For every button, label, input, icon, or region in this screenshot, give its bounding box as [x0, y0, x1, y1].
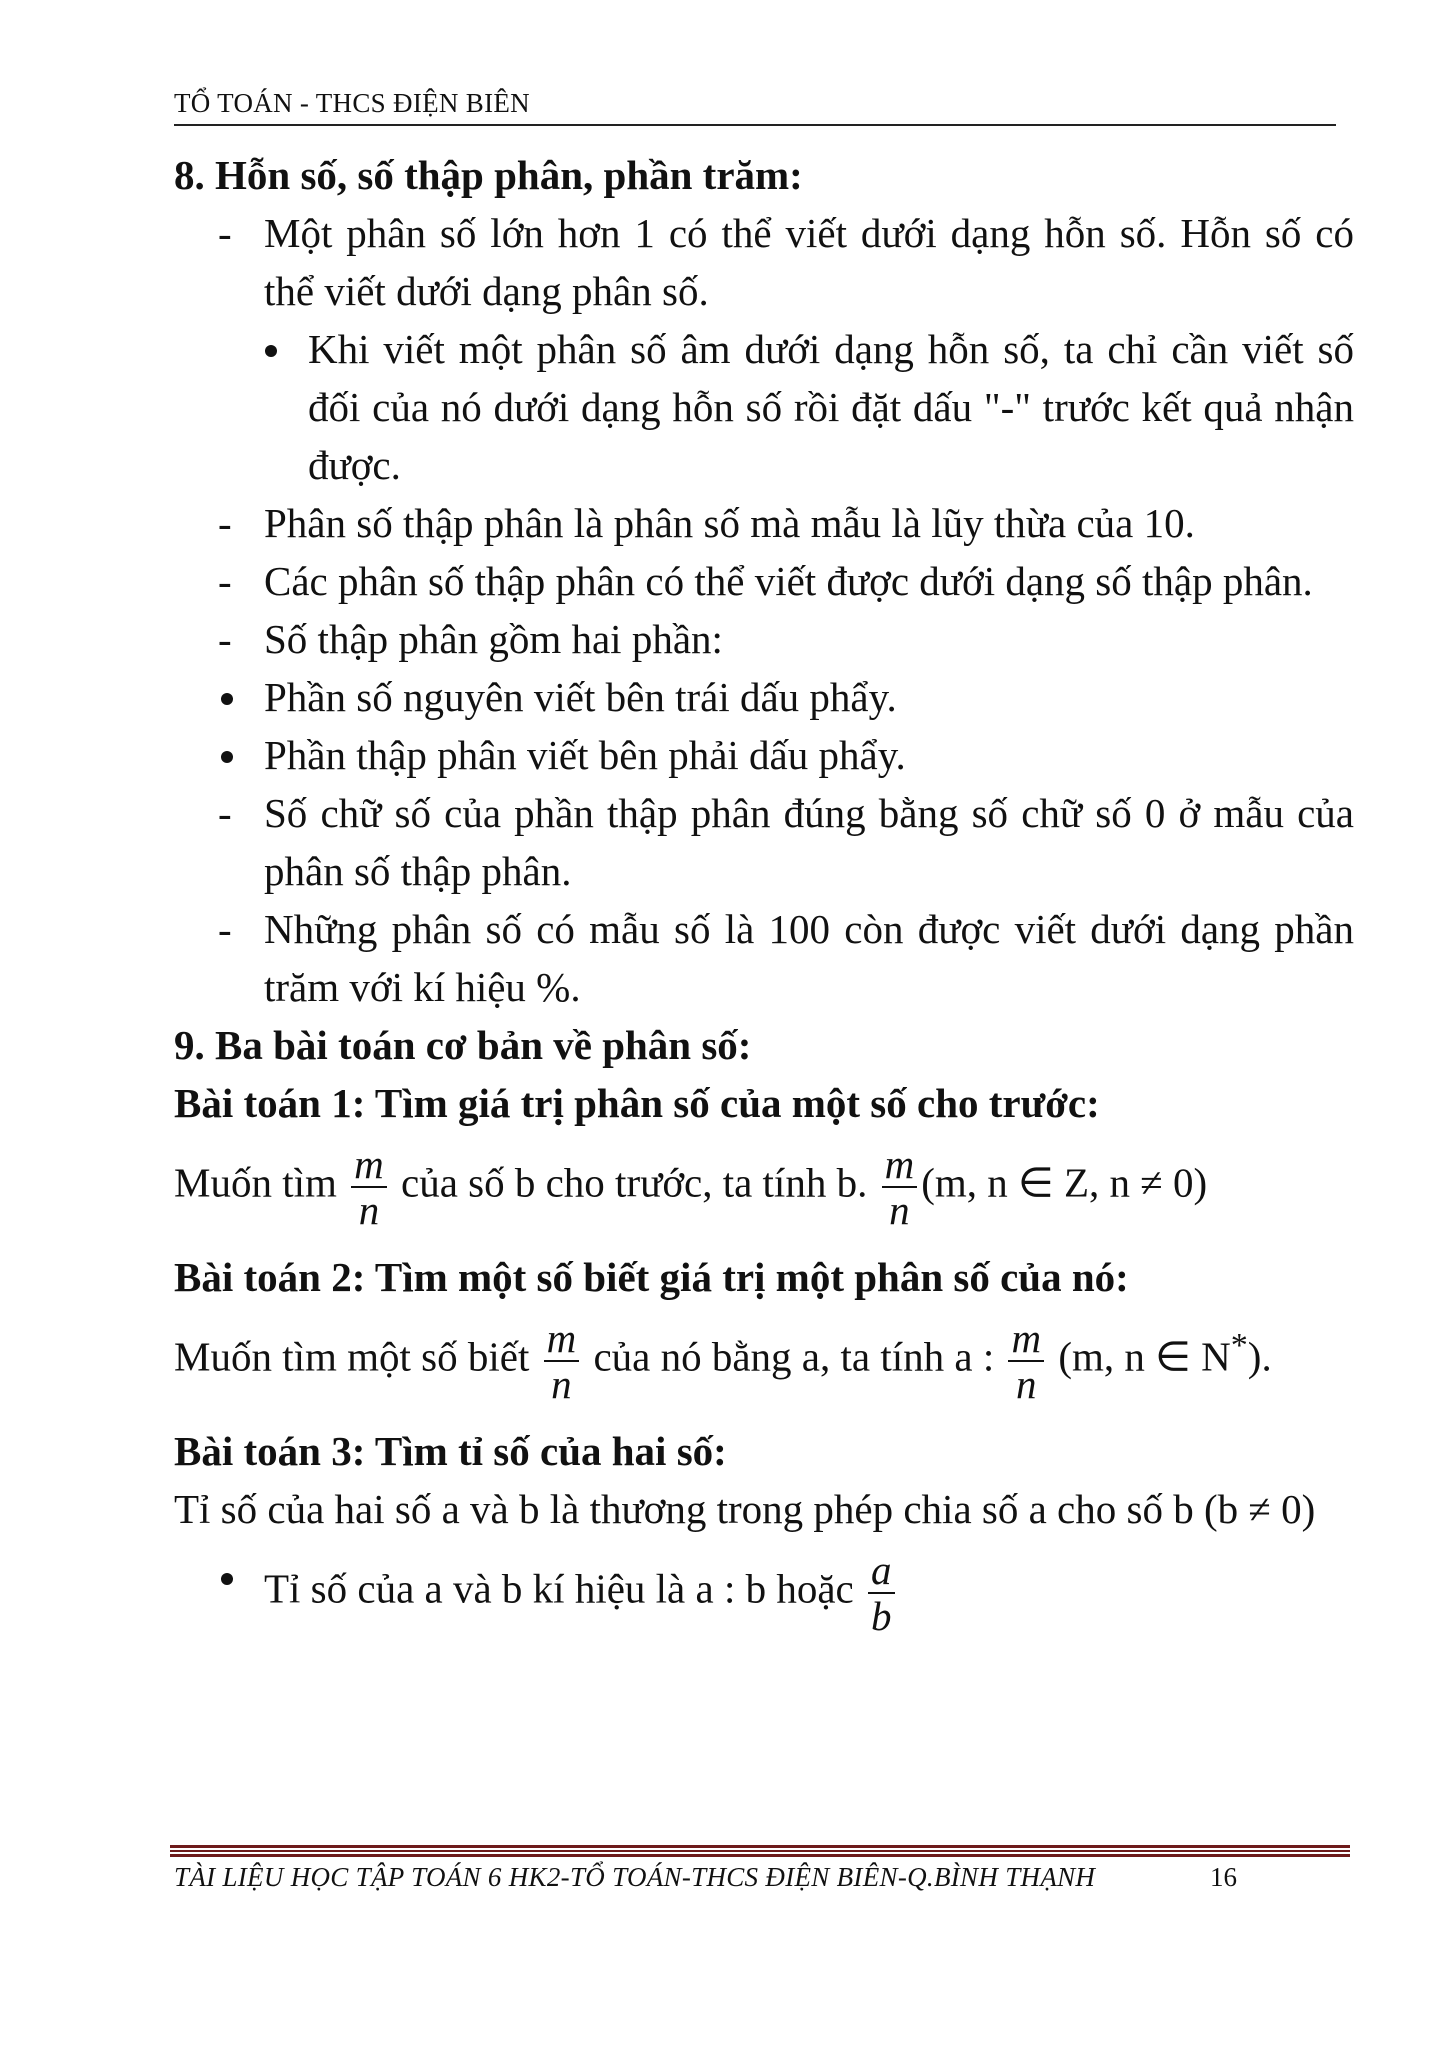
dash-marker: - — [218, 906, 232, 952]
list-item: - Số chữ số của phần thập phân đúng bằng số chữ số 0 ở mẫu của phân số thập phân. — [174, 784, 1354, 900]
list-item: - Phân số thập phân là phân số mà mẫu là lũy thừa của 10. — [174, 494, 1354, 552]
fraction-m-n: $\frac{m}{n}$ — [882, 1142, 918, 1232]
section-9-title: 9. Ba bài toán cơ bản về phân số: — [174, 1022, 752, 1068]
bullet-item: Khi viết một phân số âm dưới dạng hỗn số, ta chỉ cần viết số đối của nó dưới dạng hỗn số rồi đặt dấu "-" trước kết quả nhận được. — [174, 320, 1354, 494]
list-item: - Một phân số lớn hơn 1 có thể viết dưới dạng hỗn số. Hỗn số có thể viết dưới dạng phân số. — [174, 204, 1354, 320]
problem-1-title: Bài toán 1: Tìm giá trị phân số của một số cho trước: — [174, 1080, 1100, 1126]
section-8-title: 8. Hỗn số, số thập phân, phần trăm: — [174, 152, 803, 198]
dash-marker: - — [218, 616, 232, 662]
dash-marker: - — [218, 210, 232, 256]
list-item: - Những phân số có mẫu số là 100 còn được viết dưới dạng phần trăm với kí hiệu %. — [174, 900, 1354, 1016]
footer-divider — [170, 1845, 1350, 1857]
problem-3-title: Bài toán 3: Tìm tỉ số của hai số: — [174, 1428, 727, 1474]
page-number: 16 — [1210, 1862, 1237, 1892]
page-content — [174, 146, 1354, 1654]
bullet-icon — [221, 751, 233, 763]
bullet-icon — [221, 693, 233, 705]
list-item: - Các phân số thập phân có thể viết được dưới dạng số thập phân. — [174, 552, 1354, 610]
bullet-icon — [221, 1573, 233, 1585]
problem-2-text: Muốn tìm một số biết $\frac{m}{n}$ của nó bằng a, ta tính a : $\frac{m}{n}$ (m, n ∈ N*). — [174, 1315, 1272, 1407]
bullet-icon — [265, 345, 277, 357]
dash-marker: - — [218, 790, 232, 836]
bullet-item: Phần số nguyên viết bên trái dấu phẩy. — [174, 668, 1354, 726]
dash-marker: - — [218, 558, 232, 604]
list-item: - Số thập phân gồm hai phần: — [174, 610, 1354, 668]
fraction-m-n: $\frac{m}{n}$ — [544, 1316, 580, 1406]
page-header: TỔ TOÁN - THCS ĐIỆN BIÊN — [174, 88, 1336, 126]
dash-marker: - — [218, 500, 232, 546]
fraction-m-n: $\frac{m}{n}$ — [1008, 1316, 1044, 1406]
problem-1-text: Muốn tìm $\frac{m}{n}$ của số b cho trước, ta tính b. $\frac{m}{n}$ (m, n ∈ Z, n ≠ 0) — [174, 1141, 1208, 1233]
fraction-a-b: $\frac{a}{b}$ — [868, 1548, 895, 1638]
problem-3-text: Tỉ số của hai số a và b là thương trong phép chia số a cho số b (b ≠ 0) — [174, 1486, 1316, 1532]
page-footer: TÀI LIỆU HỌC TẬP TOÁN 6 HK2-TỔ TOÁN-THCS ĐIỆN BIÊN-Q.BÌNH THẠNH — [174, 1862, 1096, 1892]
problem-2-title: Bài toán 2: Tìm một số biết giá trị một phân số của nó: — [174, 1254, 1129, 1300]
bullet-item: Tỉ số của a và b kí hiệu là a : b hoặc $\frac{a}{b}$ — [174, 1548, 1354, 1638]
fraction-m-n: $\frac{m}{n}$ — [351, 1142, 387, 1232]
bullet-item: Phần thập phân viết bên phải dấu phẩy. — [174, 726, 1354, 784]
